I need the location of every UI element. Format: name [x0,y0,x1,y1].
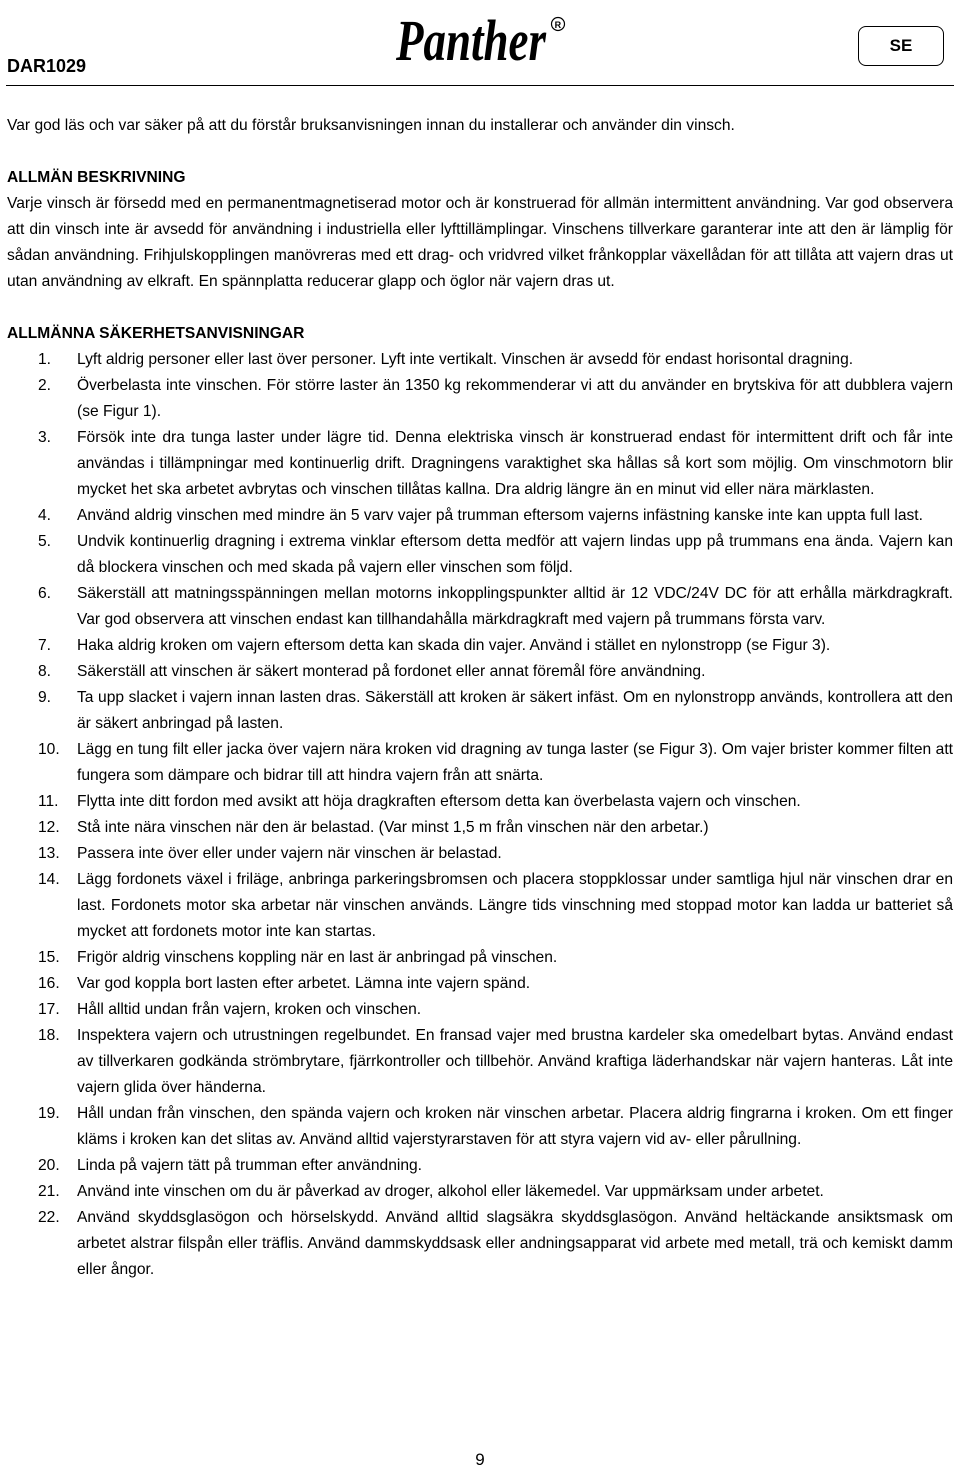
item-number: 4. [38,507,52,524]
header-divider [6,85,954,86]
safety-instruction-item [7,789,953,815]
item-text: Undvik kontinuerlig dragning i extrema vinklar eftersom detta medför att vajern lindas upp på trummans ena ända. Vajern kan då blockera vinschen och med skada på vajern eller vinschen som följd. [77,533,953,576]
item-number: 14. [38,871,60,888]
safety-instruction-item [7,867,953,945]
page-number: 9 [475,1450,485,1469]
safety-instruction-item [7,841,953,867]
item-number: 2. [38,377,52,394]
item-number: 18. [38,1027,60,1044]
item-number: 13. [38,845,60,862]
safety-instruction-item [7,1023,953,1101]
safety-instruction-item [7,971,953,997]
safety-instruction-item [7,815,953,841]
item-number: 11. [38,793,59,810]
item-text: Håll alltid undan från vajern, kroken och vinschen. [77,1001,422,1018]
safety-instruction-item [7,659,953,685]
item-text: Linda på vajern tätt på trumman efter användning. [77,1157,423,1174]
item-text: Flytta inte ditt fordon med avsikt att höja dragkraften eftersom detta kan överbelasta vajern och vinschen. [77,793,801,810]
item-text: Stå inte nära vinschen när den är belastad. (Var minst 1,5 m från vinschen när den arbetar.) [77,819,709,836]
item-number: 21. [38,1183,60,1200]
item-text: Passera inte över eller under vajern när vinschen är belastad. [77,845,502,862]
item-text: Lägg en tung filt eller jacka över vajern nära kroken vid dragning av tunga laster (se Figur 3). Om vajer brister kommer filten att fungera som dämpare och bidrar till att hindra vajern från att snärta. [77,741,953,784]
safety-instruction-item [7,685,953,737]
item-number: 22. [38,1209,60,1226]
item-text: Frigör aldrig vinschens koppling när en last är anbringad på vinschen. [77,949,558,966]
intro-paragraph: Var god läs och var säker på att du förstår bruksanvisningen innan du installerar och använder din vinsch. [7,117,735,134]
item-text: Försök inte dra tunga laster under lägre tid. Denna elektriska vinsch är konstruerad endast för intermittent drift och får inte användas i tillämpningar med kontinuerlig drift. Dragningens varaktighet ska hållas så kort som möjlig. Om vinschmotorn blir mycket het ska arbetet avbrytas och vinschen tillåtas kallna. Dra aldrig längre än en minut vid eller nära märklasten. [77,429,953,498]
panther-logo [394,0,570,78]
item-text: Använd skyddsglasögon och hörselskydd. Använd alltid slagsäkra skyddsglasögon. Använd heltäckande ansiktsmask om arbetet alstrar filspån eller träflis. Använd dammskyddsask eller andningsapparat vid arbete med metall, trä och kemiskt damm eller ångor. [77,1209,953,1278]
item-number: 12. [38,819,60,836]
safety-instruction-item [7,1153,953,1179]
item-number: 6. [38,585,52,602]
general-description-paragraph: Varje vinsch är försedd med en permanentmagnetiserad motor och är konstruerad för allmän intermittent användning. Var god observera att din vinsch inte är avsedd för användning i industriella eller lyfttillämplingar. Vinschens tillverkare garanterar inte att den är lämplig för sådan användning. Frihjulskopplingen manövreras med ett drag- och vridvred vilket frånkopplar växellådan för att tillåta att vajern dras ut utan användning av elkraft. En spännplatta reducerar glapp och öglor när vajern dras ut. [7,195,953,290]
page-header [0,0,960,86]
document-body [7,113,953,1283]
item-number: 3. [38,429,52,446]
item-number: 15. [38,949,60,966]
item-text: Säkerställ att matningsspänningen mellan motorns inkopplingspunkter alltid är 12 VDC/24V DC för att erhålla märkdragkraft. Var god observera att vinschen endast kan tillhandahålla märkdragkraft med vajern på trummans första varv. [77,585,953,628]
svg-text:R: R [554,20,562,30]
item-number: 5. [38,533,52,550]
safety-instruction-item [7,1205,953,1283]
safety-instruction-item [7,425,953,503]
item-text: Använd aldrig vinschen med mindre än 5 varv vajer på trumman eftersom vajerns infästning kanske inte kan uppta full last. [77,507,923,524]
safety-instruction-item [7,1101,953,1153]
item-number: 19. [38,1105,60,1122]
item-number: 1. [38,351,52,368]
item-number: 17. [38,1001,60,1018]
safety-instructions-heading: ALLMÄNNA SÄKERHETSANVISNINGAR [7,325,305,342]
safety-instruction-item [7,945,953,971]
general-description-heading: ALLMÄN BESKRIVNING [7,169,186,186]
safety-instruction-item [7,737,953,789]
safety-instruction-item [7,347,953,373]
item-number: 10. [38,741,60,758]
item-text: Använd inte vinschen om du är påverkad av droger, alkohol eller läkemedel. Var uppmärksam under arbetet. [77,1183,824,1200]
safety-instruction-item [7,373,953,425]
language-badge: SE [858,26,944,66]
item-text: Säkerställ att vinschen är säkert monterad på fordonet eller annat föremål före användning. [77,663,706,680]
safety-instruction-item [7,997,953,1023]
item-text: Haka aldrig kroken om vajern eftersom detta kan skada din vajer. Använd i stället en nylonstropp (se Figur 3). [77,637,831,654]
svg-text:Panther: Panther [395,8,547,73]
item-number: 7. [38,637,52,654]
document-code: DAR1029 [7,56,87,76]
item-number: 9. [38,689,52,706]
safety-instruction-item [7,581,953,633]
item-text: Lyft aldrig personer eller last över personer. Lyft inte vertikalt. Vinschen är avsedd för endast horisontal dragning. [77,351,854,368]
safety-instruction-item [7,529,953,581]
item-number: 16. [38,975,60,992]
item-number: 8. [38,663,52,680]
item-number: 20. [38,1157,60,1174]
item-text: Inspektera vajern och utrustningen regelbundet. En fransad vajer med brustna kardeler ska omedelbart bytas. Använd endast av tillverkaren godkända strömbrytare, fjärrkontroller och tillbehör. Använd kraftiga läderhandskar när vajern hanteras. Låt inte vajern glida över händerna. [77,1027,953,1096]
item-text: Ta upp slacket i vajern innan lasten dras. Säkerställ att kroken är säkert infäst. Om en nylonstropp används, kontrollera att den är säkert anbringad på lasten. [77,689,953,732]
item-text: Överbelasta inte vinschen. För större laster än 1350 kg rekommenderar vi att du använder en brytskiva för att dubblera vajern (se Figur 1). [77,377,953,420]
safety-instruction-item [7,1179,953,1205]
item-text: Håll undan från vinschen, den spända vajern och kroken när vinschen arbetar. Placera aldrig fingrarna i kroken. Om ett finger kläms i kroken kan det slitas av. Använd alltid vajerstyrarstaven för att styra vajern vid av- eller pårullning. [77,1105,953,1148]
item-text: Lägg fordonets växel i friläge, anbringa parkeringsbromsen och placera stoppklossar under samtliga hjul när vinschen drar en last. Fordonets motor ska arbetar när vinschen används. Längre tids vinschning med stoppad motor kan ladda ur batteriet så mycket att fordonets motor inte kan startas. [77,871,953,940]
safety-instructions-list [7,347,953,1283]
item-text: Var god koppla bort lasten efter arbetet. Lämna inte vajern spänd. [77,975,531,992]
safety-instruction-item [7,503,953,529]
safety-instruction-item [7,633,953,659]
